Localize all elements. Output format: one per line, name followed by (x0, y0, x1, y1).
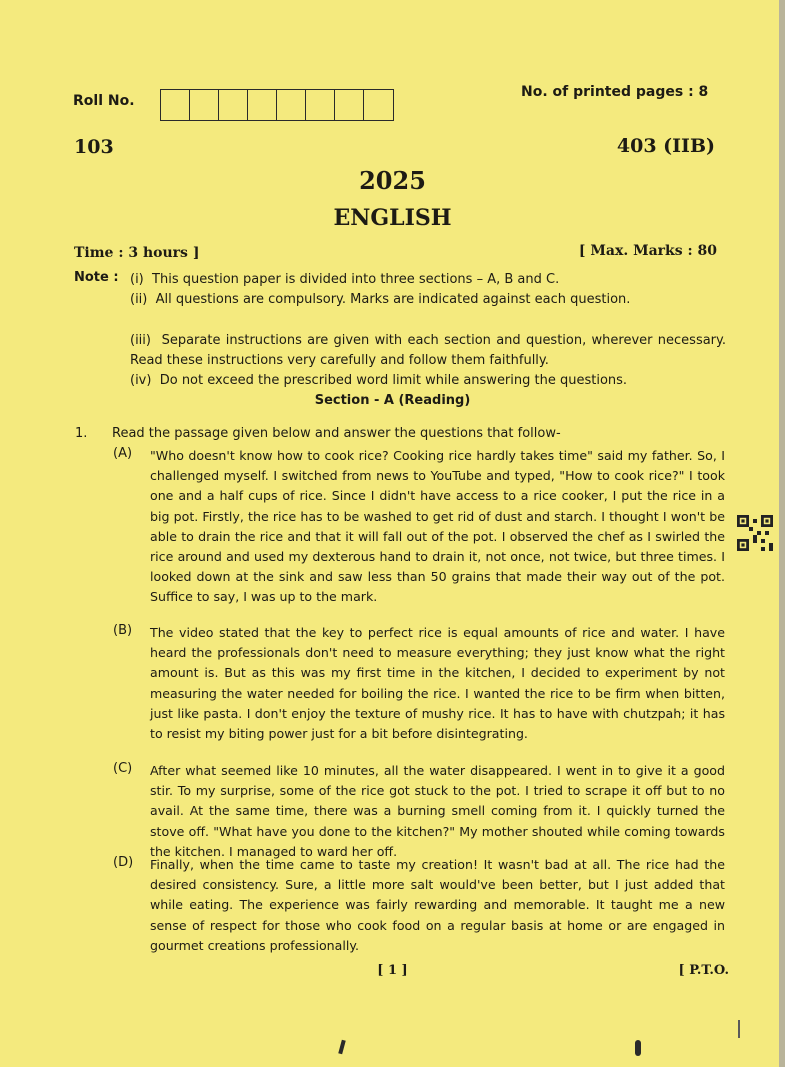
page-number: [ 1 ] (377, 963, 408, 978)
roll-box[interactable] (364, 90, 393, 120)
section-heading: Section - A (Reading) (314, 393, 471, 408)
note-item (130, 290, 726, 310)
question-number: 1. (75, 426, 88, 441)
roll-box[interactable] (277, 90, 306, 120)
printed-pages-count: No. of printed pages : 8 (521, 84, 709, 100)
qr-code-icon (737, 515, 773, 551)
roll-number-boxes[interactable] (160, 89, 394, 121)
note-item-number: (iv) (130, 373, 152, 388)
note-item-number: (i) (130, 272, 144, 287)
max-marks: [ Max. Marks : 80 (578, 243, 717, 259)
note-item (130, 270, 730, 290)
roll-box[interactable] (161, 90, 190, 120)
note-label: Note : (74, 270, 119, 285)
question-instruction: Read the passage given below and answer the questions that follow- (112, 426, 561, 441)
time-allowed: Time : 3 hours ] (74, 245, 200, 261)
note-item-text: This question paper is divided into three sections – A, B and C. (152, 272, 560, 287)
paragraph-label: (C) (113, 761, 133, 776)
note-item-number: (iii) (130, 333, 151, 348)
page-edge-shadow (779, 0, 785, 1067)
note-item-text: All questions are compulsory. Marks are indicated against each question. (155, 292, 631, 307)
scan-mark (338, 1040, 345, 1055)
scan-mark (635, 1040, 641, 1056)
paragraph-text: "Who doesn't know how to cook rice? Cooking rice hardly takes time" said my father. So, I challenged myself. I switched from news to YouTube and typed, "How to cook rice?" I took one and a half cups of rice. Since I didn't have access to a rice cooker, I put the rice in a big pot. Firstly, the rice has to be washed to get rid of dust and starch. I thought I won't be able to drain the rice and that it will fall out of the pot. I observed the chef as I swirled the rice around and used my dexterous hand to drain it, not once, not twice, but three times. I looked down at the sink and saw less than 50 grains that made their way out of the pot. Suffice to say, I was up to the mark. (150, 448, 725, 605)
paper-code-right: 403 (IIB) (616, 135, 715, 157)
roll-number-label: Roll No. (73, 93, 135, 109)
note-item (130, 331, 726, 371)
roll-box[interactable] (306, 90, 335, 120)
roll-box[interactable] (219, 90, 248, 120)
paragraph-text: After what seemed like 10 minutes, all the water disappeared. I went in to give it a good stir. To my surprise, some of the rice got stuck to the pot. I tried to scrape it off but to no avail. At the same time, there was a burning smell coming from it. I quickly turned the stove off. "What have you done to the kitchen?" My mother shouted while coming towards the kitchen. I managed to ward her off. (150, 763, 725, 859)
paragraph-label: (A) (113, 446, 133, 461)
exam-year: 2025 (359, 166, 426, 195)
subject-title: ENGLISH (333, 205, 452, 231)
paragraph-text: Finally, when the time came to taste my creation! It wasn't bad at all. The rice had the desired consistency. Sure, a little more salt would've been better, but I just added that while eating. The experience was fairly rewarding and memorable. It taught me a new sense of respect for those who cook food on a regular basis at home or are engaged in gourmet creations professionally. (150, 857, 725, 953)
note-item-number: (ii) (130, 292, 148, 307)
paragraph-label: (B) (113, 623, 133, 638)
roll-box[interactable] (335, 90, 364, 120)
note-item (130, 371, 730, 391)
roll-box[interactable] (190, 90, 219, 120)
note-item-text: Do not exceed the prescribed word limit while answering the questions. (159, 373, 628, 388)
paper-code-left: 103 (74, 136, 114, 158)
paragraph-text: The video stated that the key to perfect rice is equal amounts of rice and water. I have heard the professionals don't need to measure everything; they just know what the right amount is. But as this was my first time in the kitchen, I decided to experiment by not measuring the water needed for boiling the rice. I wanted the rice to be firm when bitten, just like pasta. I don't enjoy the texture of mushy rice. It has to have with chutzpah; it has to resist my biting power just for a bit before disintegrating. (150, 625, 725, 742)
roll-box[interactable] (248, 90, 277, 120)
please-turn-over: [ P.T.O. (678, 963, 729, 978)
scan-mark (738, 1020, 740, 1038)
paragraph-label: (D) (113, 855, 134, 870)
note-item-text: Separate instructions are given with each section and question, wherever necessary. Read these instructions very carefully and follow them faithfully. (130, 333, 727, 368)
